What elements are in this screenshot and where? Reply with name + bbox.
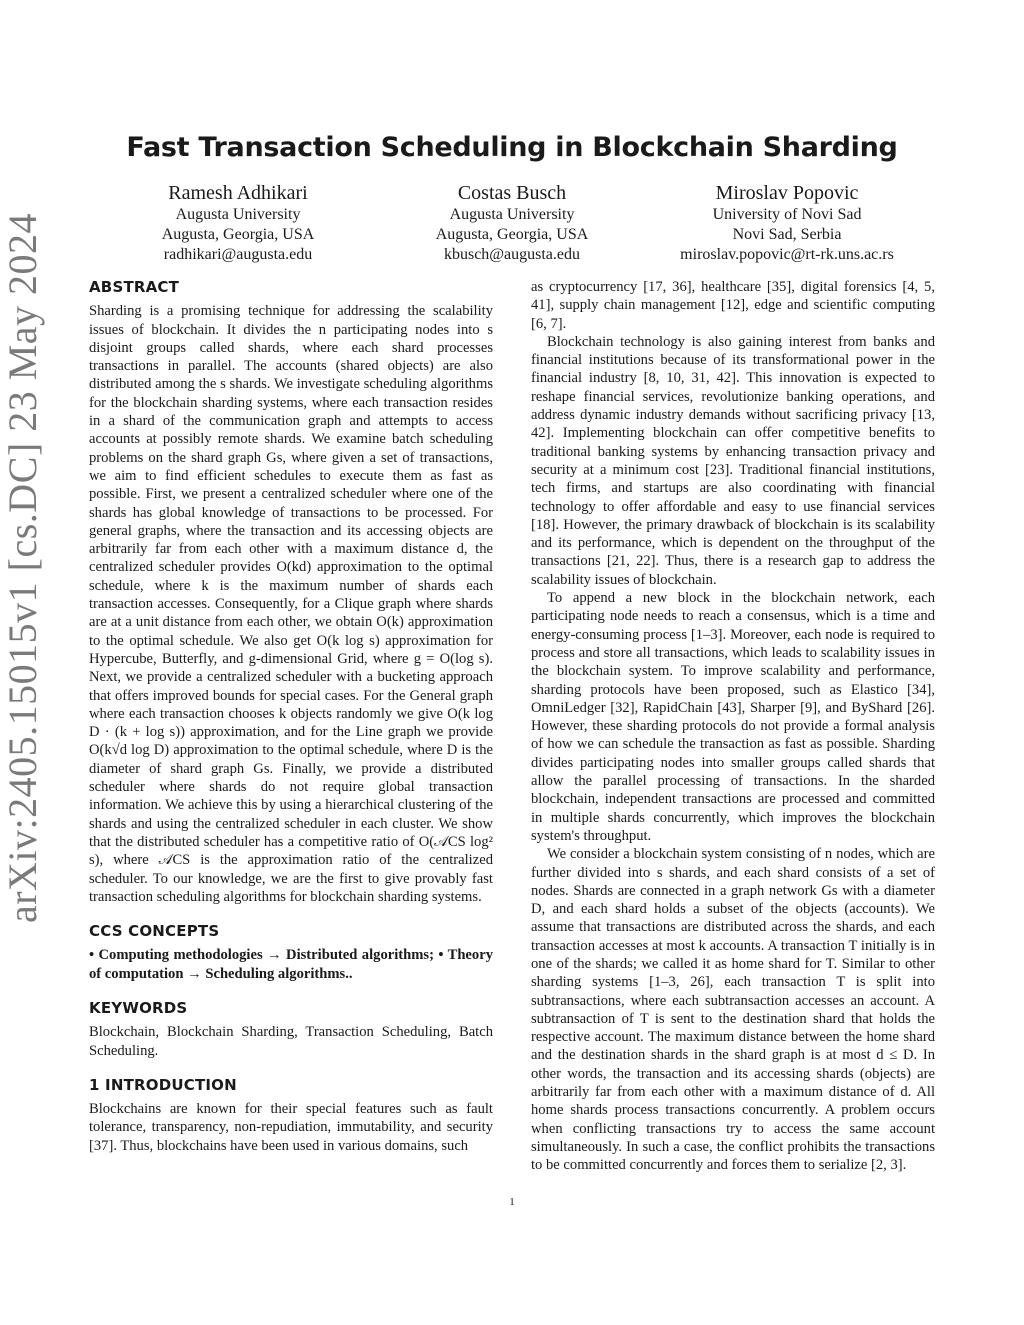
intro-paragraph-3: To append a new block in the blockchain network, each participating node needs to reach a consensus, which is a time and energy-consuming process [1–3]. Moreover, each node is required to process and store all transactions, which leads to scalability issues in the blockchain system. To improve scalability and performance, sharding protocols have been proposed, such as Elastico [34], OmniLedger [32], RapidChain [43], Sharper [9], and ByShard [26]. However, these sharding protocols do not provide a formal analysis of how we can schedule the transaction as fast as possible. Sharding divides participating nodes into smaller groups called shards that allow the parallel processing of transactions. In the sharded blockchain, independent transactions are processed and committed in multiple shards concurrently, which improves the blockchain system's throughput. — [531, 590, 935, 844]
keywords-heading: KEYWORDS — [89, 998, 188, 1017]
author-location: Augusta, Georgia, USA — [435, 226, 589, 243]
author-name: Ramesh Adhikari — [168, 182, 308, 204]
author-block-2 — [362, 181, 662, 265]
author-block-1 — [88, 181, 388, 265]
author-name: Miroslav Popovic — [715, 182, 859, 204]
author-email: radhikari@augusta.edu — [163, 246, 313, 263]
introduction-heading: 1 INTRODUCTION — [89, 1075, 237, 1094]
arxiv-id-text: arXiv:2405.15015v1 [cs.DC] 23 May 2024 — [0, 212, 45, 924]
author-email: kbusch@augusta.edu — [443, 246, 581, 263]
ccs-text: • Computing methodologies → Distributed algorithms; • Theory of computation → Scheduling algorithms.. — [89, 947, 493, 982]
intro-paragraph-1: Blockchains are known for their special features such as fault tolerance, transparency, non-repudiation, immutability, and security [37]. Thus, blockchains have been used in various domains, such — [89, 1101, 493, 1154]
keywords-text: Blockchain, Blockchain Sharding, Transaction Scheduling, Batch Scheduling. — [89, 1024, 493, 1059]
abstract-heading: ABSTRACT — [89, 278, 180, 296]
author-name: Costas Busch — [457, 182, 567, 204]
author-location: Novi Sad, Serbia — [732, 226, 842, 243]
right-column — [531, 278, 935, 1175]
paper-title: Fast Transaction Scheduling in Blockchain Sharding — [126, 132, 898, 163]
author-affiliation: Augusta University — [175, 206, 301, 223]
author-email: miroslav.popovic@rt-rk.uns.ac.rs — [680, 246, 894, 263]
author-affiliation: University of Novi Sad — [712, 206, 862, 223]
author-location: Augusta, Georgia, USA — [161, 226, 315, 243]
author-affiliation: Augusta University — [449, 206, 575, 223]
page-number: 1 — [509, 1196, 515, 1208]
intro-paragraph-4: We consider a blockchain system consisting of n nodes, which are further divided into s shards, and each shard consists of a set of nodes. Shards are connected in a graph network Gs with a diameter D, and each shard holds a subset of the objects (accounts). We assume that transactions are distributed across the shards, and each transaction accesses at most k accounts. A transaction T initially is in one of the shards; we called it as home shard for T. Similar to other sharding systems [1–3, 26], each transaction T is split into subtransactions, where each subtransaction accesses an account. A subtransaction of T is sent to the destination shard that holds the respective account. The maximum distance between the home shard and the destination shards in the shard graph is at most d ≤ D. In other words, the transaction and its accessing shards (objects) are arbitrarily far from each other with a maximum distance of d. All home shards process transactions concurrently. A problem occurs when conflicting transactions try to access the same account simultaneously. In such a case, the conflict prohibits the transactions to be committed concurrently and forces them to serialize [2, 3]. — [531, 846, 935, 1174]
ccs-heading: CCS CONCEPTS — [89, 922, 220, 941]
intro-paragraph-1-continued: as cryptocurrency [17, 36], healthcare [35], digital forensics [4, 5, 41], supply chain management [12], edge and scientific computing [6, 7]. — [531, 279, 935, 332]
left-column — [89, 278, 493, 1155]
intro-paragraph-2: Blockchain technology is also gaining interest from banks and financial institutions because of its transformational power in the financial industry [8, 10, 31, 42]. This innovation is expected to reshape financial services, revolutionize banking operations, and address dynamic industry demands without sacrificing privacy [13, 42]. Implementing blockchain can offer competitive benefits to traditional banking systems by enhancing transaction privacy and security at a minimum cost [23]. Traditional financial institutions, tech firms, and startups are also coordinating with financial technology to offer affordable and easy to use financial services [18]. However, the primary drawback of blockchain is its scalability and its performance, which is dependent on the throughput of the transactions [21, 22]. Thus, there is a research gap to address the scalability issues of blockchain. — [531, 333, 935, 588]
abstract-text: Sharding is a promising technique for addressing the scalability issues of blockchain. It divides the n participating nodes into s disjoint groups called shards, where each shard processes transactions in parallel. The accounts (shared objects) are also distributed among the s shards. We investigate scheduling algorithms for the blockchain sharding systems, where each transaction resides in a shard of the communication graph and attempts to access accounts at possibly remote shards. We examine batch scheduling problems on the shard graph Gs, where given a set of transactions, we aim to find efficient schedules to execute them as fast as possible. First, we present a centralized scheduler where one of the shards has global knowledge of transactions to be processed. For general graphs, where the transaction and its accessing objects are arbitrarily far from each other with a maximum distance d, the centralized scheduler provides O(kd) approximation to the optimal schedule, where k is the maximum number of shards each transaction accesses. Consequently, for a Clique graph where shards are at a unit distance from each other, we obtain O(k) approximation to the optimal schedule. We also get O(k log s) approximation for Hypercube, Butterfly, and g-dimensional Grid, where g = O(log s). Next, we provide a centralized scheduler with a bucketing approach that offers improved bounds for special cases. For the General graph where each transaction chooses k objects randomly we give O(k log D · (k + log s)) approximation, and for the Line graph we provide O(k√d log D) approximation to the optimal schedule, where D is the diameter of shard graph Gs. Finally, we provide a distributed scheduler where shards do not require global transaction information. We achieve this by using a hierarchical clustering of the shards and using the centralized scheduler in each cluster. We show that the distributed scheduler has a competitive ratio of O(𝒜CS log² s), where 𝒜CS is the approximation ratio of the centralized scheduler. To our knowledge, we are the first to give provably fast transaction scheduling algorithms for blockchain sharding systems. — [89, 303, 493, 905]
author-block-3 — [637, 181, 937, 265]
